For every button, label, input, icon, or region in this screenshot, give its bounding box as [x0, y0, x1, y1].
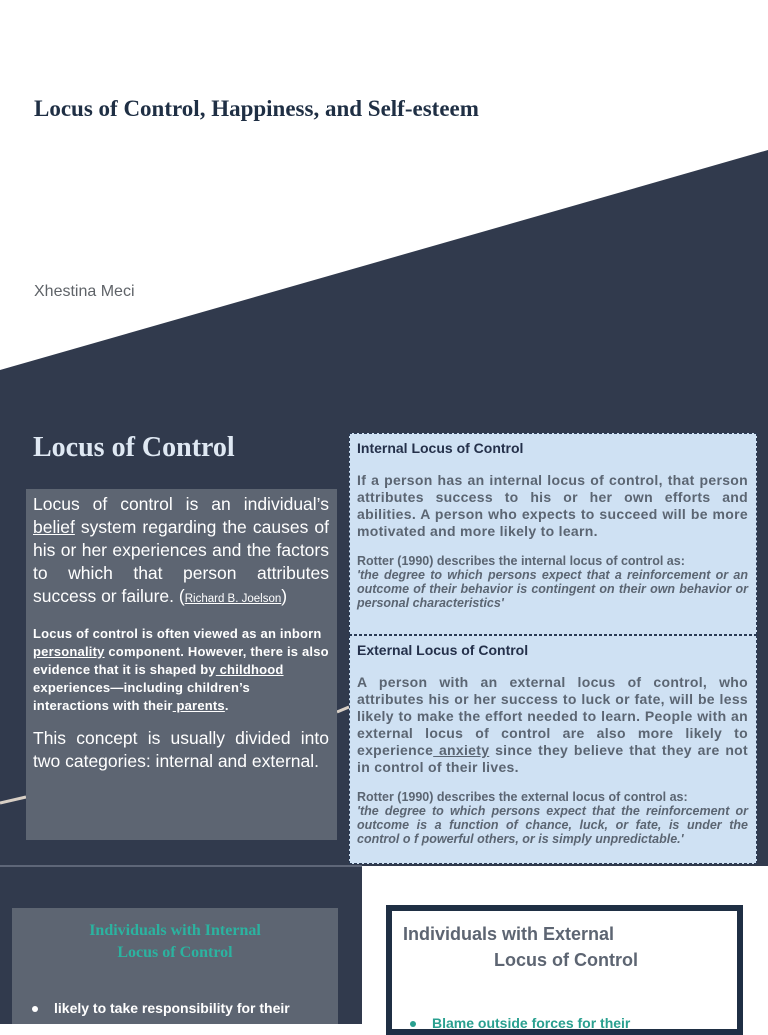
- internal-locus-body: If a person has an internal locus of control, that person attributes success to his or her own efforts and abilities. A person who expects to succeed will be more motivated and more likely to learn.: [357, 472, 748, 539]
- categories-paragraph: This concept is usually divided into two categories: internal and external.: [33, 728, 329, 771]
- external-locus-title: External Locus of Control: [357, 642, 529, 658]
- external-individuals-panel: [386, 905, 743, 1035]
- list-item: Blame outside forces for their: [410, 1015, 630, 1031]
- page-title: Locus of Control, Happiness, and Self-esteem: [34, 96, 479, 121]
- internal-individuals-list: [32, 1000, 290, 1016]
- external-individuals-list: [410, 1015, 630, 1031]
- definition-panel: [26, 489, 337, 840]
- internal-locus-box: [349, 433, 757, 635]
- origin-paragraph: Locus of control is often viewed as an inborn personality component. However, there is also evidence that it is shaped by childhood experiences—including children’s interactions with their parents.: [33, 626, 329, 713]
- internal-individuals-title: Individuals with Internal Locus of Control: [89, 922, 261, 961]
- definition-paragraph: Locus of control is an individual’s belief system regarding the causes of his or her experiences and the factors to which that person attributes success or failure. (Richard B. Joelson): [33, 494, 329, 606]
- list-item: likely to take responsibility for their: [32, 1000, 290, 1016]
- external-locus-box: [349, 635, 757, 864]
- external-individuals-title: Individuals with External Locus of Control: [403, 924, 638, 970]
- joelson-citation-link[interactable]: Richard B. Joelson: [184, 593, 282, 605]
- personality-link[interactable]: personality: [33, 644, 105, 659]
- parents-link[interactable]: parents: [172, 698, 225, 713]
- bullet-icon: [410, 1021, 416, 1027]
- locus-heading: Locus of Control: [33, 432, 235, 463]
- bullet-icon: [32, 1006, 38, 1012]
- belief-link[interactable]: belief: [33, 517, 75, 537]
- internal-locus-title: Internal Locus of Control: [357, 440, 524, 456]
- childhood-link[interactable]: childhood: [215, 662, 284, 677]
- author-name: Xhestina Meci: [34, 283, 135, 300]
- external-rotter-quote: 'the degree to which persons expect that the reinforcement or outcome is a function of chance, luck, or fate, is under the control o f powerful others, or is simply unpredictable.': [357, 804, 748, 846]
- anxiety-link[interactable]: anxiety: [433, 742, 490, 758]
- external-locus-body: A person with an external locus of control, who attributes his or her success to luck or fate, will be less likely to make the effort needed to learn. People with an external locus of control are also more likely to experience anxiety since they believe that they are not in control of their lives.: [357, 674, 748, 775]
- external-rotter-citation: Rotter (1990) describes the external locus of control as:: [357, 790, 688, 804]
- internal-rotter-quote: 'the degree to which persons expect that a reinforcement or an outcome of their behavior is contingent on their own behavior or personal characteristics': [357, 568, 748, 610]
- internal-individuals-panel: [12, 908, 338, 1024]
- internal-rotter-citation: Rotter (1990) describes the internal locus of control as:: [357, 554, 685, 568]
